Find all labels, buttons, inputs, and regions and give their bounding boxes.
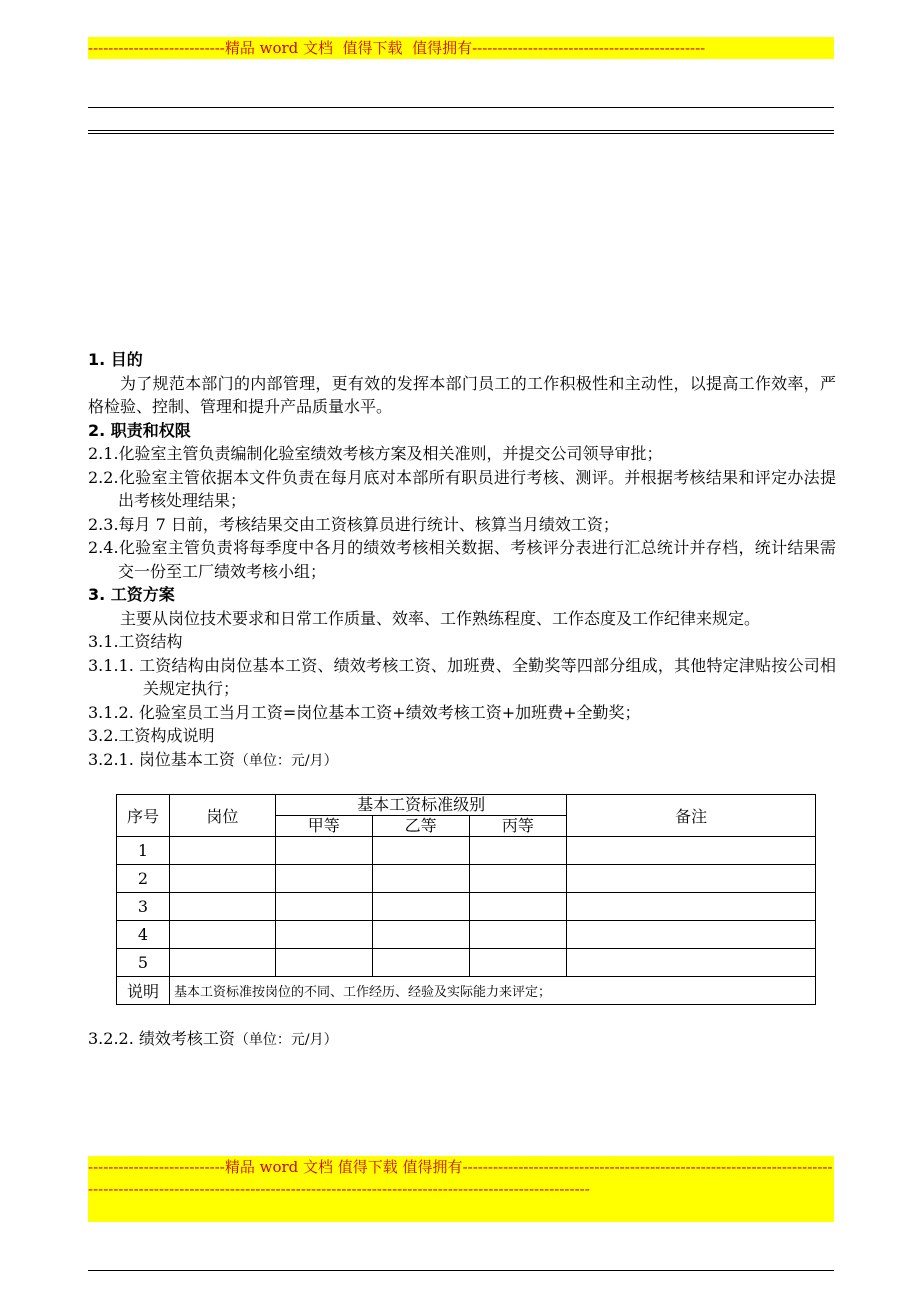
- cell: [372, 949, 469, 977]
- section-3-1-1: 3.1.1. 工资结构由岗位基本工资、绩效考核工资、加班费、全勤奖等四部分组成，其他特定津贴按公司相关规定执行；: [88, 655, 836, 698]
- section-3-heading: 3. 工资方案: [88, 585, 175, 604]
- row-number: 4: [117, 921, 170, 949]
- section-3-2-1-title: 3.2.1. 岗位基本工资: [88, 749, 235, 769]
- cell: [275, 837, 372, 865]
- cell: [275, 949, 372, 977]
- section-2-item: 2.3.每月 7 日前，考核结果交由工资核算员进行统计、核算当月绩效工资；: [88, 514, 619, 534]
- cell: [372, 837, 469, 865]
- table-row: [117, 949, 816, 977]
- header-double-rule-top: [88, 130, 834, 131]
- section-3-2-2-unit: （单位：元/月）: [234, 1032, 338, 1048]
- cell: [169, 893, 275, 921]
- cell: [169, 921, 275, 949]
- top-banner: ---------------------------精品 word 文档 值得下载 值得拥有----------------------------------------------: [88, 37, 834, 59]
- cell: [169, 865, 275, 893]
- cell: [275, 865, 372, 893]
- base-wage-table: [116, 794, 816, 1005]
- cell: [567, 865, 816, 893]
- cell: [372, 865, 469, 893]
- note-label: 说明: [117, 977, 170, 1005]
- bottom-banner: ---------------------------精品 word 文档 值得下载 值得拥有----------------------------------------------------------------------------------------------------------------------------------------------------------------------------: [88, 1156, 834, 1222]
- section-1-body: 为了规范本部门的内部管理，更有效的发挥本部门员工的工作积极性和主动性，以提高工作效率，严格检验、控制、管理和提升产品质量水平。: [88, 373, 836, 416]
- col-remark-header: 备注: [567, 795, 816, 837]
- cell: [567, 949, 816, 977]
- section-2-item: 2.4.化验室主管负责将每季度中各月的绩效考核相关数据、考核评分表进行汇总统计并存档，统计结果需交一份至工厂绩效考核小组；: [88, 538, 836, 581]
- cell: [372, 921, 469, 949]
- col-standard-header: 基本工资标准级别: [275, 795, 567, 816]
- section-3-intro: 主要从岗位技术要求和日常工作质量、效率、工作熟练程度、工作态度及工作纪律来规定。: [120, 608, 761, 628]
- col-post-header: 岗位: [169, 795, 275, 837]
- section-2-item: 2.2.化验室主管依据本文件负责在每月底对本部所有职员进行考核、测评。并根据考核结果和评定办法提出考核处理结果；: [88, 467, 836, 510]
- footer-rule: [88, 1270, 834, 1271]
- cell: [275, 921, 372, 949]
- row-number: 2: [117, 865, 170, 893]
- section-2-heading: 2. 职责和权限: [88, 420, 191, 440]
- cell: [169, 837, 275, 865]
- cell: [372, 893, 469, 921]
- table-row: [117, 893, 816, 921]
- table-header-row: [117, 795, 816, 816]
- cell: [469, 837, 567, 865]
- header-rule: [88, 107, 834, 108]
- document-body: [88, 348, 836, 773]
- table-row: [117, 865, 816, 893]
- section-1-heading: 1. 目的: [88, 350, 143, 369]
- col-no-header: 序号: [117, 795, 170, 837]
- note-text: 基本工资标准按岗位的不同、工作经历、经验及实际能力来评定；: [169, 977, 815, 1005]
- header-double-rule-bottom: [88, 133, 834, 134]
- cell: [469, 865, 567, 893]
- cell: [275, 893, 372, 921]
- section-3-2-1-unit: （单位：元/月）: [234, 752, 338, 769]
- cell: [567, 893, 816, 921]
- cell: [567, 837, 816, 865]
- section-3-1: 3.1.工资结构: [88, 632, 183, 651]
- cell: [169, 949, 275, 977]
- section-3-2: 3.2.工资构成说明: [88, 726, 215, 745]
- grade-b-header: 乙等: [372, 816, 469, 837]
- table-row: [117, 921, 816, 949]
- row-number: 1: [117, 837, 170, 865]
- cell: [469, 921, 567, 949]
- row-number: 5: [117, 949, 170, 977]
- cell: [567, 921, 816, 949]
- cell: [469, 949, 567, 977]
- section-3-2-1: [88, 748, 836, 774]
- table-row: [117, 837, 816, 865]
- row-number: 3: [117, 893, 170, 921]
- section-2-item: 2.1.化验室主管负责编制化验室绩效考核方案及相关准则，并提交公司领导审批；: [88, 444, 663, 463]
- table-note-row: [117, 977, 816, 1005]
- section-3-2-2: [88, 1026, 338, 1049]
- cell: [469, 893, 567, 921]
- section-3-2-2-title: 3.2.2. 绩效考核工资: [88, 1029, 235, 1048]
- section-3-1-2: 3.1.2. 化验室员工当月工资=岗位基本工资+绩效考核工资+加班费+全勤奖；: [88, 702, 641, 722]
- grade-c-header: 丙等: [469, 816, 567, 837]
- grade-a-header: 甲等: [275, 816, 372, 837]
